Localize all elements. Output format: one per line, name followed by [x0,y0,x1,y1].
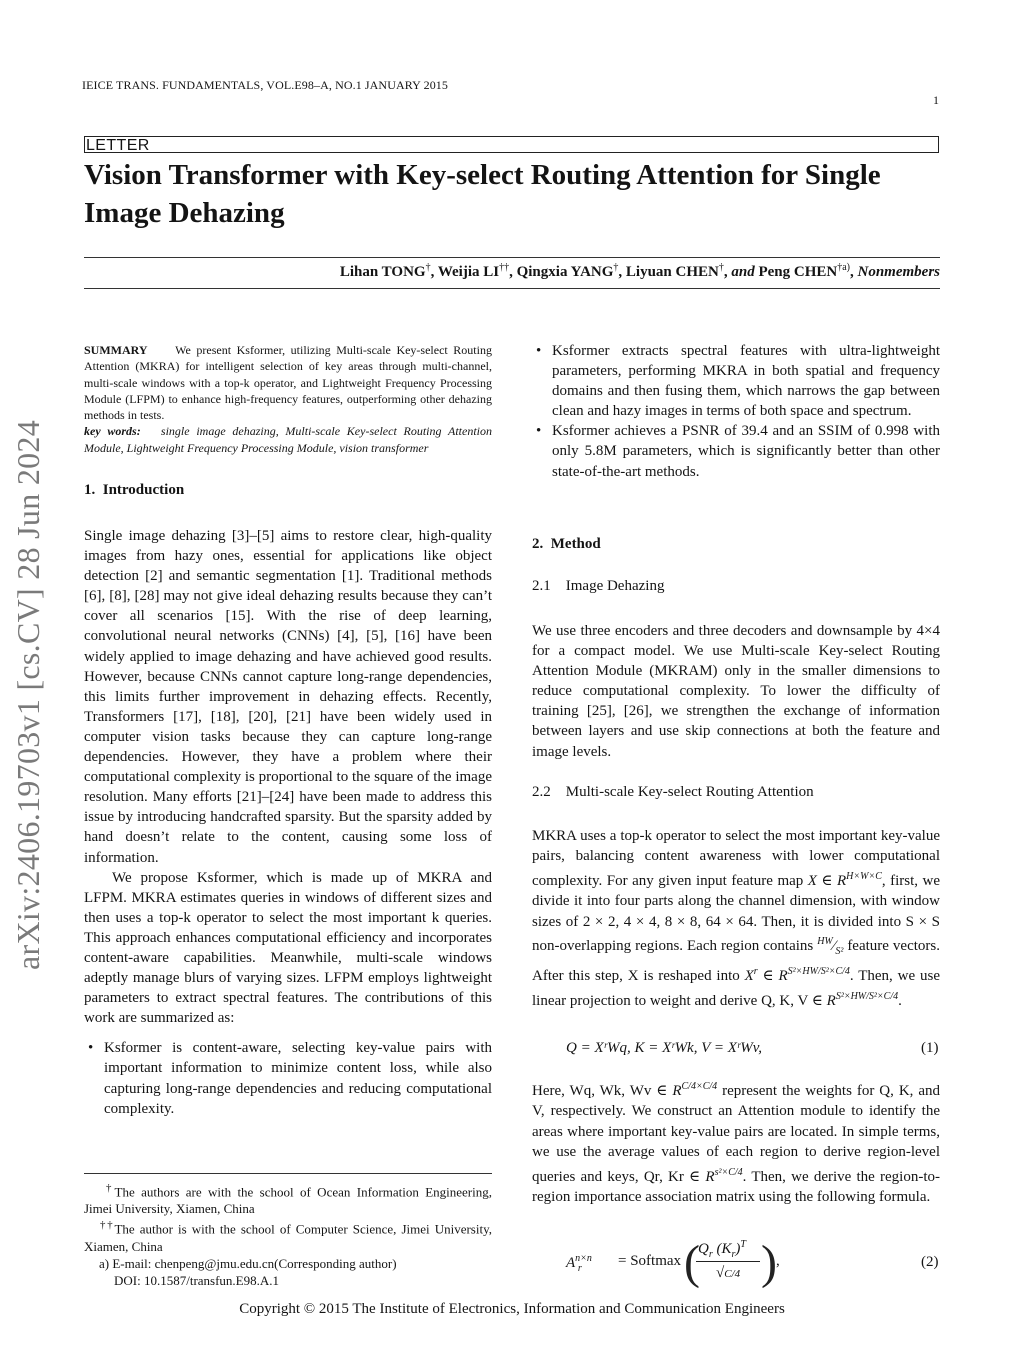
intro-heading: 1. Introduction [84,482,185,498]
summary-text: We present Ksformer, utilizing Multi-scale Key-select Routing Attention (MKRA) for intelligent selection of key areas through multi-channel, multi-scale windows with a top-k operator, and Lightweight Frequency Processing Module (LFPM) to enhance high-frequency features, outperforming other dehazing methods in tests. [84,343,492,423]
category-label: LETTER [86,137,150,154]
equation-1: Q = XʳWq, K = XʳWk, V = XʳWv, [566,1040,763,1056]
author-and: and [731,264,755,280]
category-box [84,136,939,153]
math-Xr-in-R: $X^r$ ∈ $R^{S^2\times HW/S^2\times C/4}$ [744,966,850,985]
footnote-rule [84,1173,492,1174]
membership: Nonmembers [857,264,940,280]
method-paragraph-2: MKRA uses a top-k operator to select the most important key-value pairs, balancing content awareness with lower computational complexity. For any given input feature map X ∈ $R^{H\times W\times C}$, first, we divide it into four parts along the channel dimension, with window sizes of 2 × 2, 4 × 4, 8 × 8, 64 × 64. Then, it is divided into S × S non-overlapping regions. Each region contains $^{HW}⁄_{S^2}$ feature vectors. After this step, X is reshaped into $X^r$ ∈ $R^{S^2\times HW/S^2\times C/4}$. Then, we use linear projection to weight and derive Q, K, V ∈ $R^{S^2\times HW/S^2\times C/4}$. [532,828,941,1009]
page-number: 1 [933,93,939,107]
running-head: IEICE TRANS. FUNDAMENTALS, VOL.E98–A, NO.1 JANUARY 2015 [82,78,448,92]
author-4: Liyuan CHEN [625,264,719,280]
keywords-text: single image dehazing, Multi-scale Key-select Routing Attention Module, Lightweight Frequency Processing Module, vision transformer [84,424,493,455]
method-heading: 2. Method [532,536,601,552]
subsection-2-1-heading: 2.1 Image Dehazing [532,578,665,594]
keywords-label: key words: [84,424,141,439]
footnote-3: E-mail: chenpeng@jmu.edu.cn(Corresponding author) [112,1255,397,1271]
footnote-3-label: a) [99,1255,110,1271]
math-W-in-R: $R^{C/4\times C/4}$ [672,1081,718,1099]
math-Qr-Kr-in-R: $R^{s^2\times C/4}$ [705,1166,743,1185]
intro-paragraph-1: Single image dehazing [3]–[5] aims to restore clear, high-quality images from hazy ones, essential for applications like object detection [2] and semantic segmentation [1]. Traditional methods [6], [8], [28] may not give ideal dehazing results because they can’t cover all scenarios [15]. With the rise of deep learning, convolutional neural networks (CNNs) [4], [5], [16] have been widely applied to image dehazing and have achieved good results. However, because CNNs cannot capture long-range dependencies, this limits further improvement in dehazing effects. Recently, Transformers [17], [18], [20], [21] have been widely used in computer vision tasks because they can capture long-range dependencies. However, they have a problem where their computational complexity is proportional to the square of the image resolution. Many efforts [21]–[24] have been made to address this issue by introducing handcrafted sparsity. But the sparsity added by hand doesn’t relate to the content, causing some loss of information. [84,528,492,866]
equation-1-number: (1) [921,1040,939,1056]
paper-title: Vision Transformer with Key-select Routing Attention for Single Image Dehazing [84,159,881,229]
author-rule [84,288,940,289]
author-5: Peng CHEN [758,264,838,280]
author-3: Qingxia YANG [516,264,614,280]
contribution-bullet-1: • Ksformer is content-aware, selecting key-value pairs with important information to minimize content loss, while also capturing long-range dependencies and reducing computational complexity. [88,1040,492,1117]
author-1: Lihan TONG [339,264,426,280]
author-list: Lihan TONG†, Weijia LI††, Qingxia YANG†, Liyuan CHEN†, and Peng CHEN$^{\dagger a)}$, Nonmembers [339,262,940,280]
equation-2-number: (2) [921,1254,939,1270]
summary-label: SUMMARY [84,343,148,357]
contribution-bullet-2: • Ksformer extracts spectral features with ultra-lightweight parameters, performing MKRA in both spatial and frequency domains and then fusing them, which narrows the gap between clean and hazy images in terms of both space and spectrum. [536,343,940,420]
title-rule [84,257,940,258]
author-2: Weijia LI [437,264,500,280]
method-paragraph-3: Here, Wq, Wk, Wv ∈ $R^{C/4\times C/4}$ represent the weights for Q, K, and V, respectively. We construct an Attention module to identify the areas where important key-value pairs are located. In simple terms, we use the average values of each region to derive region-level queries and keys, Qr, Kr ∈ $R^{s^2\times C/4}$. Then, we derive the region-to-region importance association matrix using the following formula. [532,1081,941,1206]
intro-body [84,526,492,1119]
math-QKV-in-R: $R^{S^2\times HW/S^2\times C/4}$ [826,990,899,1009]
equation-2: $A^{n\times n}_r$ = Softmax ( $Q_r$ $(K_r)^T$ √C/4 ) , [566,1236,780,1289]
copyright-footer: Copyright © 2015 The Institute of Electronics, Information and Communication Engineers [239,1301,785,1317]
summary-block [84,342,492,456]
footnotes: †The authors are with the school of Ocean Information Engineering, Jimei University, Xiamen, China ††The author is with the school of Computer Science, Jimei University, Xiamen, China a) E-mail: chenpeng@jmu.edu.cn(Corresponding author) DOI: 10.1587/transfun.E98.A.1 [84,1182,493,1288]
math-HW-over-S2: $^{HW}⁄_{S^2}$ [817,936,844,958]
doi: DOI: 10.1587/transfun.E98.A.1 [114,1272,280,1288]
method-paragraph-1: We use three encoders and three decoders and downsample by 4×4 for a compact model. We use Multi-scale Key-select Routing Attention Module (MKRAM) only in the smaller dimensions to reduce computational complexity. To lower the difficulty of training [25], [26], we strengthen the exchange of information between layers and use skip connections at both the feature and image levels. [532,623,940,760]
math-X-in-R: X ∈ $R^{H\times W\times C}$ [807,870,882,889]
arxiv-stamp: arXiv:2406.19703v1 [cs.CV] 28 Jun 2024 [10,419,46,970]
right-bullets [532,341,940,482]
intro-paragraph-2: We propose Ksformer, which is made up of MKRA and LFPM. MKRA estimates queries in windows of different sizes and then uses a top-k operator to select the most important k queries. This approach enhances computational efficiency and incorporates content-aware capabilities. Meanwhile, multi-scale windows adeptly manage blurs of varying sizes. LFPM employs lightweight parameters to extract spectral features. The contributions of this work are summarized as: [84,869,492,1027]
footnote-1: The authors are with the school of Ocean Information Engineering, Jimei University, Xiamen, China [84,1184,492,1217]
subsection-2-2-heading: 2.2 Multi-scale Key-select Routing Attention [532,784,814,800]
contribution-bullet-3: • Ksformer achieves a PSNR of 39.4 and an SSIM of 0.998 with only 5.8M parameters, which is significantly better than other state-of-the-art methods. [536,423,940,480]
footnote-2: The author is with the school of Computer Science, Jimei University, Xiamen, China [84,1221,493,1254]
